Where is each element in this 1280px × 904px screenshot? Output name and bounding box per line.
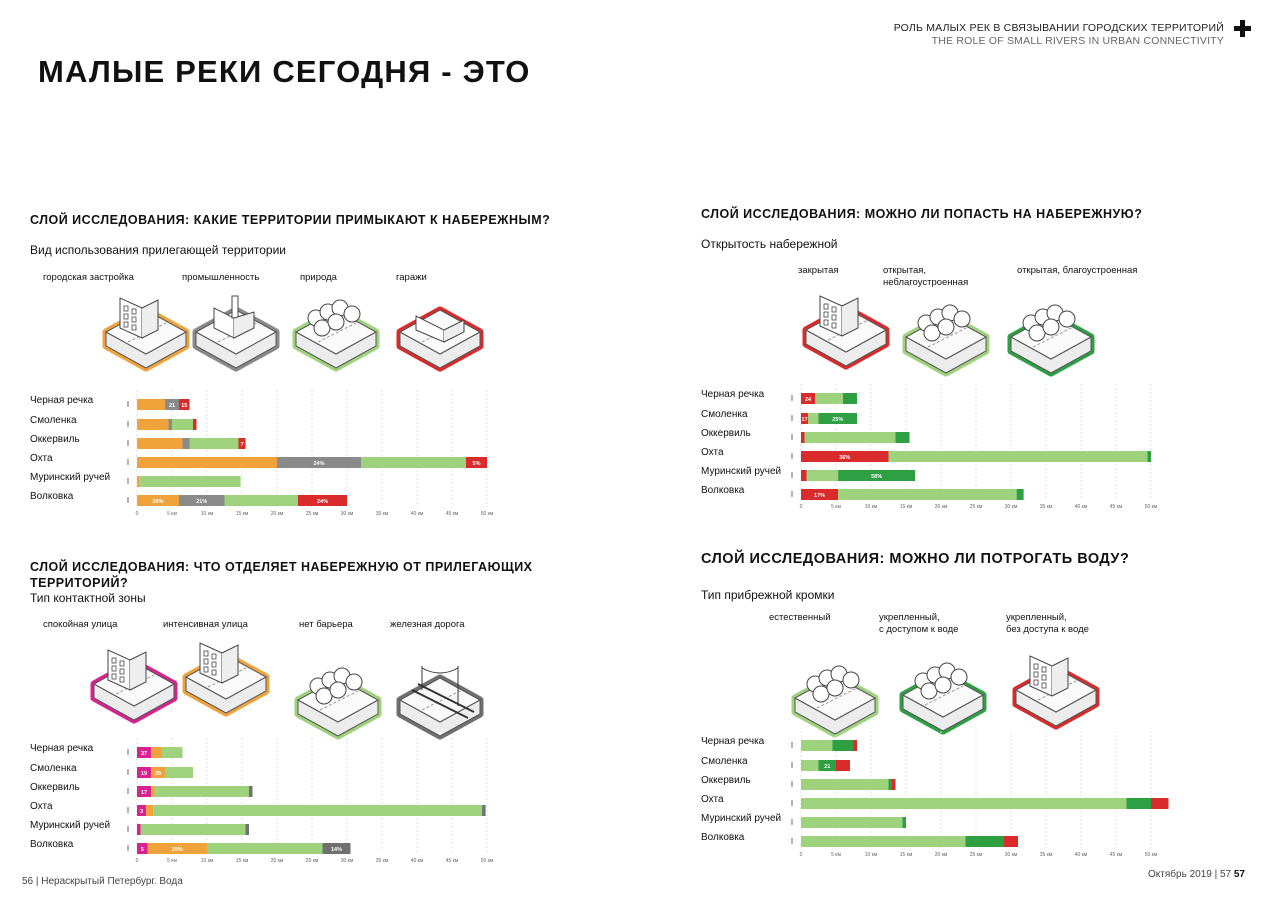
bar-segment bbox=[801, 817, 903, 828]
x-tick-label: 15 км bbox=[235, 858, 249, 864]
bar-label: 21% bbox=[196, 499, 208, 505]
category-label: природа bbox=[300, 272, 337, 283]
row-label: Черная речка bbox=[30, 743, 94, 754]
page-title: МАЛЫЕ РЕКИ СЕГОДНЯ - ЭТО bbox=[38, 54, 531, 89]
bar-segment bbox=[801, 836, 966, 847]
x-tick-label: 20 км bbox=[934, 852, 948, 858]
trees-icon bbox=[898, 297, 994, 379]
bar-segment bbox=[896, 432, 910, 443]
x-tick-label: 50 км bbox=[1144, 852, 1158, 858]
x-tick-label: 10 км bbox=[864, 852, 878, 858]
footer-left: 56 | Нераскрытый Петербург. Вода bbox=[22, 876, 183, 887]
bar-segment bbox=[801, 740, 833, 751]
row-label: Охта bbox=[701, 447, 724, 458]
x-tick-label: 45 км bbox=[1109, 852, 1123, 858]
chart-contact-zone bbox=[0, 738, 520, 873]
bar-label: 7 bbox=[240, 442, 244, 448]
category-label: укрепленный, с доступом к воде bbox=[879, 612, 959, 635]
bar-label: 21 bbox=[168, 403, 176, 409]
bar-segment bbox=[169, 419, 173, 430]
category-label: закрытая bbox=[798, 265, 839, 276]
trees-icon bbox=[1003, 297, 1099, 379]
bar-segment bbox=[1004, 836, 1018, 847]
bar-segment bbox=[836, 760, 850, 771]
garage-icon bbox=[392, 292, 488, 374]
bar-label: 17% bbox=[814, 493, 826, 499]
row-label: Черная речка bbox=[30, 395, 94, 406]
bar-label: 37 bbox=[140, 751, 148, 757]
x-tick-label: 40 км bbox=[410, 511, 424, 517]
row-label: Волковка bbox=[701, 832, 745, 843]
bar-segment bbox=[1017, 489, 1024, 500]
bar-segment bbox=[807, 470, 839, 481]
x-tick-label: 20 км bbox=[270, 511, 284, 517]
section-subtitle-contact-zone: Тип контактной зоны bbox=[30, 591, 146, 605]
x-tick-label: 50 км bbox=[480, 858, 494, 864]
row-label: Муринский ручей bbox=[701, 466, 782, 477]
category-label: естественный bbox=[769, 612, 831, 623]
bar-segment bbox=[854, 740, 858, 751]
bar-segment bbox=[361, 457, 466, 468]
chart-embankment-openness bbox=[680, 384, 1200, 519]
trees-icon bbox=[288, 292, 384, 374]
category-label: гаражи bbox=[396, 272, 427, 283]
row-label: Оккервиль bbox=[701, 428, 751, 439]
section-title-contact-zone: СЛОЙ ИССЛЕДОВАНИЯ: ЧТО ОТДЕЛЯЕТ НАБЕРЕЖНУЮ ОТ ПРИЛЕГАЮЩИХ ТЕРРИТОРИЙ? bbox=[30, 560, 533, 590]
row-label: Оккервиль bbox=[30, 782, 80, 793]
header-title-ru: РОЛЬ МАЛЫХ РЕК В СВЯЗЫВАНИИ ГОРОДСКИХ ТЕРРИТОРИЙ bbox=[893, 22, 1224, 34]
section-title-access: СЛОЙ ИССЛЕДОВАНИЯ: МОЖНО ЛИ ПОПАСТЬ НА НАБЕРЕЖНУЮ? bbox=[701, 207, 1143, 221]
reinforced-edge-icon bbox=[1008, 650, 1104, 732]
x-tick-label: 35 км bbox=[375, 858, 389, 864]
bar-segment bbox=[249, 786, 253, 797]
bar-segment bbox=[137, 419, 169, 430]
bar-label: 29% bbox=[152, 499, 164, 505]
bar-segment bbox=[1148, 451, 1152, 462]
row-label: Волковка bbox=[701, 485, 745, 496]
row-label: Муринский ручей bbox=[30, 820, 111, 831]
closed-embankment-icon bbox=[798, 290, 894, 372]
x-tick-label: 5 км bbox=[831, 504, 841, 510]
chart-adjacent-territories bbox=[0, 390, 520, 525]
bar-segment bbox=[801, 798, 1127, 809]
bar-segment bbox=[1151, 798, 1169, 809]
bar-segment bbox=[805, 432, 896, 443]
bar-segment bbox=[815, 393, 843, 404]
bar-label: 14% bbox=[330, 847, 343, 853]
x-tick-label: 40 км bbox=[1074, 504, 1088, 510]
x-tick-label: 25 км bbox=[305, 858, 319, 864]
x-tick-label: 15 км bbox=[899, 504, 913, 510]
x-tick-label: 40 км bbox=[410, 858, 424, 864]
row-label: Муринский ручей bbox=[30, 472, 111, 483]
category-label: железная дорога bbox=[390, 619, 465, 630]
bar-segment bbox=[153, 805, 482, 816]
row-label: Смоленка bbox=[701, 756, 748, 767]
bar-segment bbox=[172, 419, 193, 430]
trees-icon bbox=[787, 658, 883, 740]
bar-segment bbox=[801, 760, 819, 771]
bar-segment bbox=[207, 843, 323, 854]
row-label: Охта bbox=[30, 453, 53, 464]
row-label: Оккервиль bbox=[30, 434, 80, 445]
bar-label: 19 bbox=[140, 771, 148, 777]
bar-segment bbox=[808, 413, 819, 424]
category-label: интенсивная улица bbox=[163, 619, 248, 630]
x-tick-label: 30 км bbox=[340, 858, 354, 864]
x-tick-label: 25 км bbox=[305, 511, 319, 517]
bar-segment bbox=[165, 767, 193, 778]
busy-street-icon bbox=[178, 637, 274, 719]
x-tick-label: 20 км bbox=[270, 858, 284, 864]
bar-segment bbox=[838, 489, 1017, 500]
bar-segment bbox=[137, 824, 141, 835]
x-tick-label: 50 км bbox=[1144, 504, 1158, 510]
bar-label: 21 bbox=[824, 764, 831, 770]
bar-segment bbox=[151, 786, 155, 797]
category-label: спокойная улица bbox=[43, 619, 118, 630]
bar-segment bbox=[801, 432, 805, 443]
row-label: Муринский ручей bbox=[701, 813, 782, 824]
bar-label: 17 bbox=[801, 417, 808, 423]
x-tick-label: 45 км bbox=[1109, 504, 1123, 510]
bar-segment bbox=[843, 393, 857, 404]
x-tick-label: 45 км bbox=[445, 858, 459, 864]
row-label: Черная речка bbox=[701, 736, 765, 747]
x-tick-label: 30 км bbox=[1004, 852, 1018, 858]
trees-icon bbox=[290, 660, 386, 742]
row-label: Волковка bbox=[30, 839, 74, 850]
x-tick-label: 0 bbox=[799, 504, 803, 510]
category-label: промышленность bbox=[182, 272, 260, 283]
calm-street-icon bbox=[86, 644, 182, 726]
x-tick-label: 15 км bbox=[235, 511, 249, 517]
bar-segment bbox=[966, 836, 1005, 847]
x-tick-label: 5 км bbox=[831, 852, 841, 858]
bar-segment bbox=[183, 438, 190, 449]
bar-label: 15 bbox=[181, 403, 188, 409]
row-label: Смоленка bbox=[701, 409, 748, 420]
bar-label: 5 bbox=[140, 847, 144, 853]
bar-label: 39 bbox=[154, 771, 162, 777]
x-tick-label: 35 км bbox=[1039, 504, 1053, 510]
section-title-touch-water: СЛОЙ ИССЛЕДОВАНИЯ: МОЖНО ЛИ ПОТРОГАТЬ ВОДУ? bbox=[701, 551, 1130, 567]
bar-segment bbox=[137, 399, 165, 410]
category-label: укрепленный, без доступа к воде bbox=[1006, 612, 1089, 635]
x-tick-label: 25 км bbox=[969, 504, 983, 510]
bar-label: 36% bbox=[839, 455, 851, 461]
x-tick-label: 30 км bbox=[1004, 504, 1018, 510]
x-tick-label: 0 bbox=[135, 858, 139, 864]
bar-label: 24 bbox=[804, 397, 812, 403]
row-label: Волковка bbox=[30, 491, 74, 502]
header-title-en: THE ROLE OF SMALL RIVERS IN URBAN CONNECTIVITY bbox=[931, 35, 1224, 47]
bar-label: 25% bbox=[832, 417, 844, 423]
x-tick-label: 0 bbox=[135, 511, 139, 517]
x-tick-label: 45 км bbox=[445, 511, 459, 517]
row-label: Оккервиль bbox=[701, 775, 751, 786]
factory-icon bbox=[188, 292, 284, 374]
x-tick-label: 40 км bbox=[1074, 852, 1088, 858]
category-label: открытая, благоустроенная bbox=[1017, 265, 1138, 276]
category-label: открытая, неблагоустроенная bbox=[883, 265, 969, 288]
trees-icon bbox=[895, 655, 991, 737]
bar-label: 58% bbox=[871, 474, 883, 480]
bar-segment bbox=[137, 476, 139, 487]
city-block-icon bbox=[98, 292, 194, 374]
row-label: Охта bbox=[701, 794, 724, 805]
x-tick-label: 5 км bbox=[167, 858, 177, 864]
chart-shore-edge bbox=[680, 731, 1200, 866]
bar-label: 24% bbox=[316, 499, 329, 505]
bar-segment bbox=[155, 786, 250, 797]
bar-label: 5% bbox=[472, 461, 481, 467]
x-tick-label: 50 км bbox=[480, 511, 494, 517]
row-label: Смоленка bbox=[30, 763, 77, 774]
bar-segment bbox=[892, 779, 896, 790]
bar-segment bbox=[151, 747, 162, 758]
bar-segment bbox=[137, 457, 277, 468]
row-label: Смоленка bbox=[30, 415, 77, 426]
x-tick-label: 10 км bbox=[200, 858, 214, 864]
section-title-adjacent-territories: СЛОЙ ИССЛЕДОВАНИЯ: КАКИЕ ТЕРРИТОРИИ ПРИМЫКАЮТ К НАБЕРЕЖНЫМ? bbox=[30, 213, 551, 227]
bar-segment bbox=[482, 805, 486, 816]
bar-segment bbox=[889, 779, 893, 790]
railway-icon bbox=[392, 660, 488, 742]
bar-segment bbox=[1127, 798, 1152, 809]
section-subtitle-land-use: Вид использования прилегающей территории bbox=[30, 243, 287, 257]
x-tick-label: 5 км bbox=[167, 511, 177, 517]
x-tick-label: 10 км bbox=[864, 504, 878, 510]
row-label: Черная речка bbox=[701, 389, 765, 400]
row-label: Охта bbox=[30, 801, 53, 812]
x-tick-label: 35 км bbox=[1039, 852, 1053, 858]
plus-icon[interactable] bbox=[1232, 18, 1254, 40]
bar-segment bbox=[903, 817, 907, 828]
bar-label: 24% bbox=[313, 461, 325, 467]
section-subtitle-openness: Открытость набережной bbox=[701, 237, 838, 251]
bar-label: 17 bbox=[140, 790, 148, 796]
bar-segment bbox=[162, 747, 183, 758]
footer-right: Октябрь 2019 | 57 57 bbox=[1148, 869, 1245, 880]
x-tick-label: 0 bbox=[799, 852, 803, 858]
bar-segment bbox=[137, 438, 183, 449]
bar-segment bbox=[801, 779, 889, 790]
bar-segment bbox=[225, 495, 299, 506]
bar-segment bbox=[193, 419, 197, 430]
bar-label: 3 bbox=[140, 809, 144, 815]
section-subtitle-shore-edge: Тип прибрежной кромки bbox=[701, 588, 835, 602]
bar-segment bbox=[801, 470, 807, 481]
bar-segment bbox=[190, 438, 239, 449]
bar-segment bbox=[146, 805, 153, 816]
bar-segment bbox=[246, 824, 250, 835]
category-label: городская застройка bbox=[43, 272, 134, 283]
x-tick-label: 30 км bbox=[340, 511, 354, 517]
category-label: нет барьера bbox=[299, 619, 353, 630]
x-tick-label: 35 км bbox=[375, 511, 389, 517]
x-tick-label: 15 км bbox=[899, 852, 913, 858]
bar-segment bbox=[889, 451, 1148, 462]
x-tick-label: 10 км bbox=[200, 511, 214, 517]
x-tick-label: 20 км bbox=[934, 504, 948, 510]
x-tick-label: 25 км bbox=[969, 852, 983, 858]
bar-segment bbox=[141, 824, 246, 835]
bar-label: 29% bbox=[171, 847, 183, 853]
bar-segment bbox=[833, 740, 854, 751]
bar-segment bbox=[139, 476, 241, 487]
